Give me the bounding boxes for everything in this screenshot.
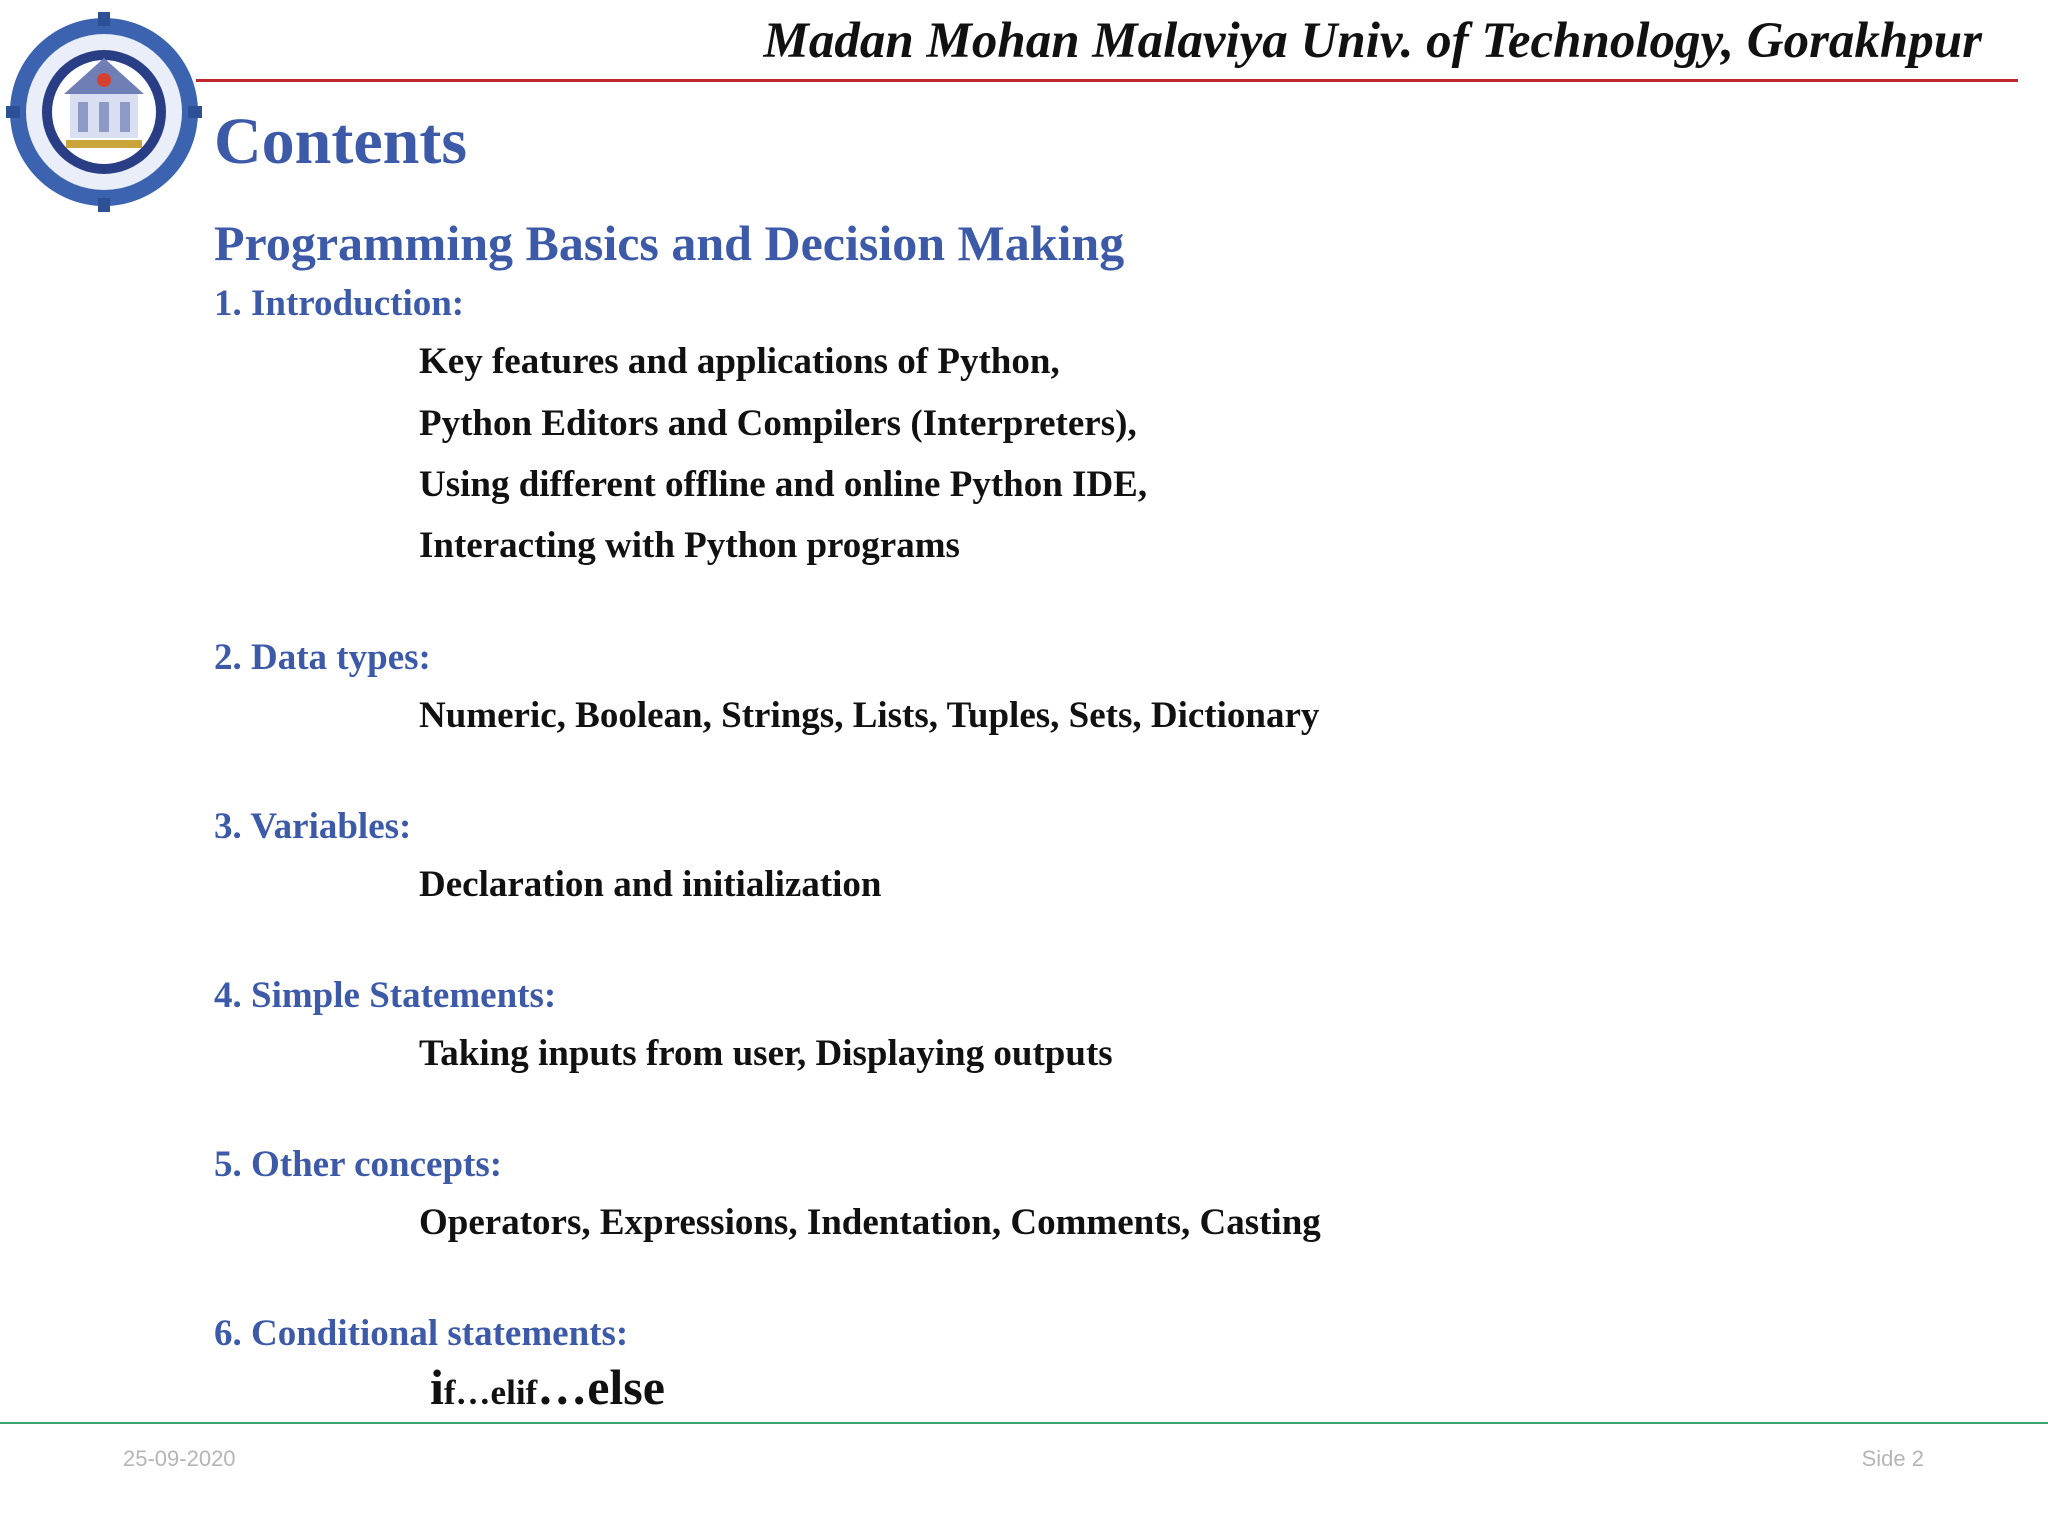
- header-divider: [196, 79, 2018, 82]
- topic-heading: 4. Simple Statements:: [214, 975, 557, 1016]
- topic-heading: 3. Variables:: [214, 806, 412, 847]
- conditional-keywords: [430, 1358, 665, 1416]
- slide-title: Contents: [214, 105, 468, 178]
- slide-number: Side 2: [1861, 1446, 1924, 1471]
- footer-divider: [0, 1422, 2048, 1424]
- topic-heading: 1. Introduction:: [214, 283, 465, 324]
- topic-item: Key features and applications of Python,: [419, 341, 1060, 382]
- topic-item: Python Editors and Compilers (Interpreters),: [419, 403, 1137, 444]
- keyword-part: f…elif: [443, 1373, 538, 1412]
- university-seal-icon: [6, 2, 202, 218]
- footer-date: 25-09-2020: [123, 1446, 236, 1471]
- keyword-part: i: [430, 1359, 444, 1415]
- topic-heading: 6. Conditional statements:: [214, 1313, 629, 1354]
- topic-heading: 5. Other concepts:: [214, 1144, 503, 1185]
- topic-item: Interacting with Python programs: [419, 525, 960, 566]
- topic-item: Declaration and initialization: [419, 864, 882, 905]
- topic-item: Using different offline and online Python IDE,: [419, 464, 1148, 505]
- topic-item: Taking inputs from user, Displaying outputs: [419, 1033, 1113, 1074]
- topic-item: Operators, Expressions, Indentation, Comments, Casting: [419, 1202, 1321, 1243]
- university-name: Madan Mohan Malaviya Univ. of Technology, Gorakhpur: [763, 13, 1982, 69]
- keyword-part: …else: [537, 1359, 665, 1415]
- section-title: Programming Basics and Decision Making: [214, 215, 1125, 271]
- topic-item: Numeric, Boolean, Strings, Lists, Tuples, Sets, Dictionary: [419, 695, 1320, 736]
- topic-heading: 2. Data types:: [214, 637, 431, 678]
